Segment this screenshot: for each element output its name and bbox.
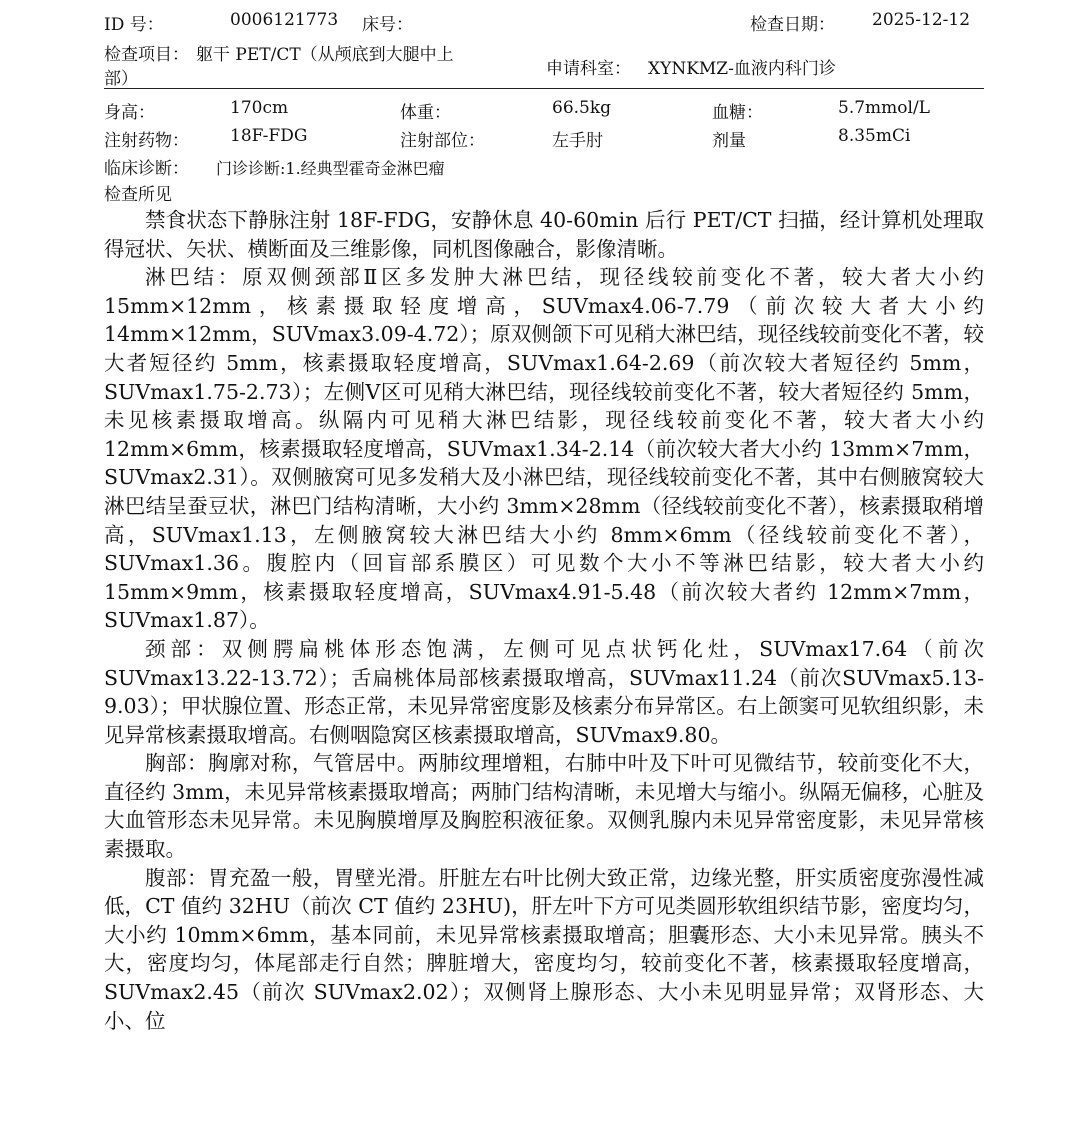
diagnosis-value: 门诊诊断:1.经典型霍奇金淋巴瘤	[216, 159, 445, 178]
date-value: 2025-12-12	[872, 10, 971, 30]
glucose-value: 5.7mmol/L	[838, 98, 930, 118]
findings-title: 检查所见	[104, 185, 172, 205]
item-label: 检查项目：	[104, 45, 189, 65]
drug-label: 注射药物：	[104, 131, 189, 151]
findings-body	[104, 206, 984, 1035]
header-divider	[104, 88, 984, 89]
dose-label: 剂量	[712, 131, 746, 151]
item-value-line1: 躯干 PET/CT（从颅底到大腿中上	[196, 45, 454, 65]
findings-paragraph-abdomen: 腹部：胃充盈一般，胃壁光滑。肝脏左右叶比例大致正常，边缘光整，肝实质密度弥漫性减低，CT 值约 32HU（前次 CT 值约 23HU)，肝左叶下方可见类圆形软组织结节影，密度均匀，大小约 10mm×6mm，基本同前，未见异常核素摄取增高；胆囊形态、大小未见异常。胰头不大，密度均匀，体尾部走行自然；脾脏增大，密度均匀，较前变化不著，核素摄取轻度增高，SUVmax2.45（前次 SUVmax2.02）；双侧肾上腺形态、大小未见明显异常；双肾形态、大小、位	[104, 865, 984, 1033]
dept-label: 申请科室：	[546, 59, 631, 79]
height-label: 身高：	[104, 103, 155, 123]
height-value: 170cm	[230, 98, 289, 118]
site-label: 注射部位：	[400, 131, 485, 151]
item-value-line2: 部）	[104, 69, 138, 89]
weight-value: 66.5kg	[552, 98, 612, 118]
drug-value: 18F-FDG	[230, 126, 308, 146]
id-value: 0006121773	[230, 10, 339, 30]
glucose-label: 血糖：	[712, 103, 763, 123]
diagnosis-label: 临床诊断：	[104, 159, 189, 179]
date-label: 检查日期：	[750, 15, 835, 35]
weight-label: 体重：	[400, 103, 451, 123]
findings-paragraph-neck: 颈部：双侧腭扁桃体形态饱满，左侧可见点状钙化灶，SUVmax17.64（前次 SUVmax13.22-13.72）；舌扁桃体局部核素摄取增高，SUVmax11.24（前次SUVmax5.13-9.03）；甲状腺位置、形态正常，未见异常密度影及核素分布异常区。右上颌窦可见软组织影，未见异常核素摄取增高。右侧咽隐窝区核素摄取增高，SUVmax9.80。	[104, 636, 984, 747]
bed-label: 床号：	[362, 15, 413, 35]
findings-paragraph-intro: 禁食状态下静脉注射 18F-FDG，安静休息 40-60min 后行 PET/CT 扫描，经计算机处理取得冠状、矢状、横断面及三维影像，同机图像融合，影像清晰。	[104, 208, 984, 261]
id-label: ID 号：	[104, 15, 164, 35]
dose-value: 8.35mCi	[838, 126, 911, 146]
site-value: 左手肘	[552, 131, 603, 151]
findings-paragraph-lymph-nodes: 淋巴结：原双侧颈部Ⅱ区多发肿大淋巴结，现径线较前变化不著，较大者大小约 15mm×12mm，核素摄取轻度增高，SUVmax4.06-7.79（前次较大者大小约 14mm×12mm，SUVmax3.09-4.72）；原双侧颌下可见稍大淋巴结，现径线较前变化不著，较大者短径约 5mm，核素摄取轻度增高，SUVmax1.64-2.69（前次较大者短径约 5mm，SUVmax1.75-2.73）；左侧Ⅴ区可见稍大淋巴结，现径线较前变化不著，较大者短径约 5mm，未见核素摄取增高。纵隔内可见稍大淋巴结影，现径线较前变化不著，较大者大小约 12mm×6mm，核素摄取轻度增高，SUVmax1.34-2.14（前次较大者大小约 13mm×7mm，SUVmax2.31）。双侧腋窝可见多发稍大及小淋巴结，现径线较前变化不著，其中右侧腋窝较大淋巴结呈蚕豆状，淋巴门结构清晰，大小约 3mm×28mm（径线较前变化不著），核素摄取稍增高，SUVmax1.13，左侧腋窝较大淋巴结大小约 8mm×6mm（径线较前变化不著），SUVmax1.36。腹腔内（回盲部系膜区）可见数个大小不等淋巴结影，较大者大小约 15mm×9mm，核素摄取轻度增高，SUVmax4.91-5.48（前次较大者约 12mm×7mm，SUVmax1.87）。	[104, 265, 984, 633]
dept-value: XYNKMZ-血液内科门诊	[648, 59, 836, 79]
findings-paragraph-chest: 胸部：胸廓对称，气管居中。两肺纹理增粗，右肺中叶及下叶可见微结节，较前变化不大，直径约 3mm，未见异常核素摄取增高；两肺门结构清晰，未见增大与缩小。纵隔无偏移，心脏及大血管形态未见异常。未见胸膜增厚及胸腔积液征象。双侧乳腺内未见异常密度影，未见异常核素摄取。	[104, 751, 984, 862]
